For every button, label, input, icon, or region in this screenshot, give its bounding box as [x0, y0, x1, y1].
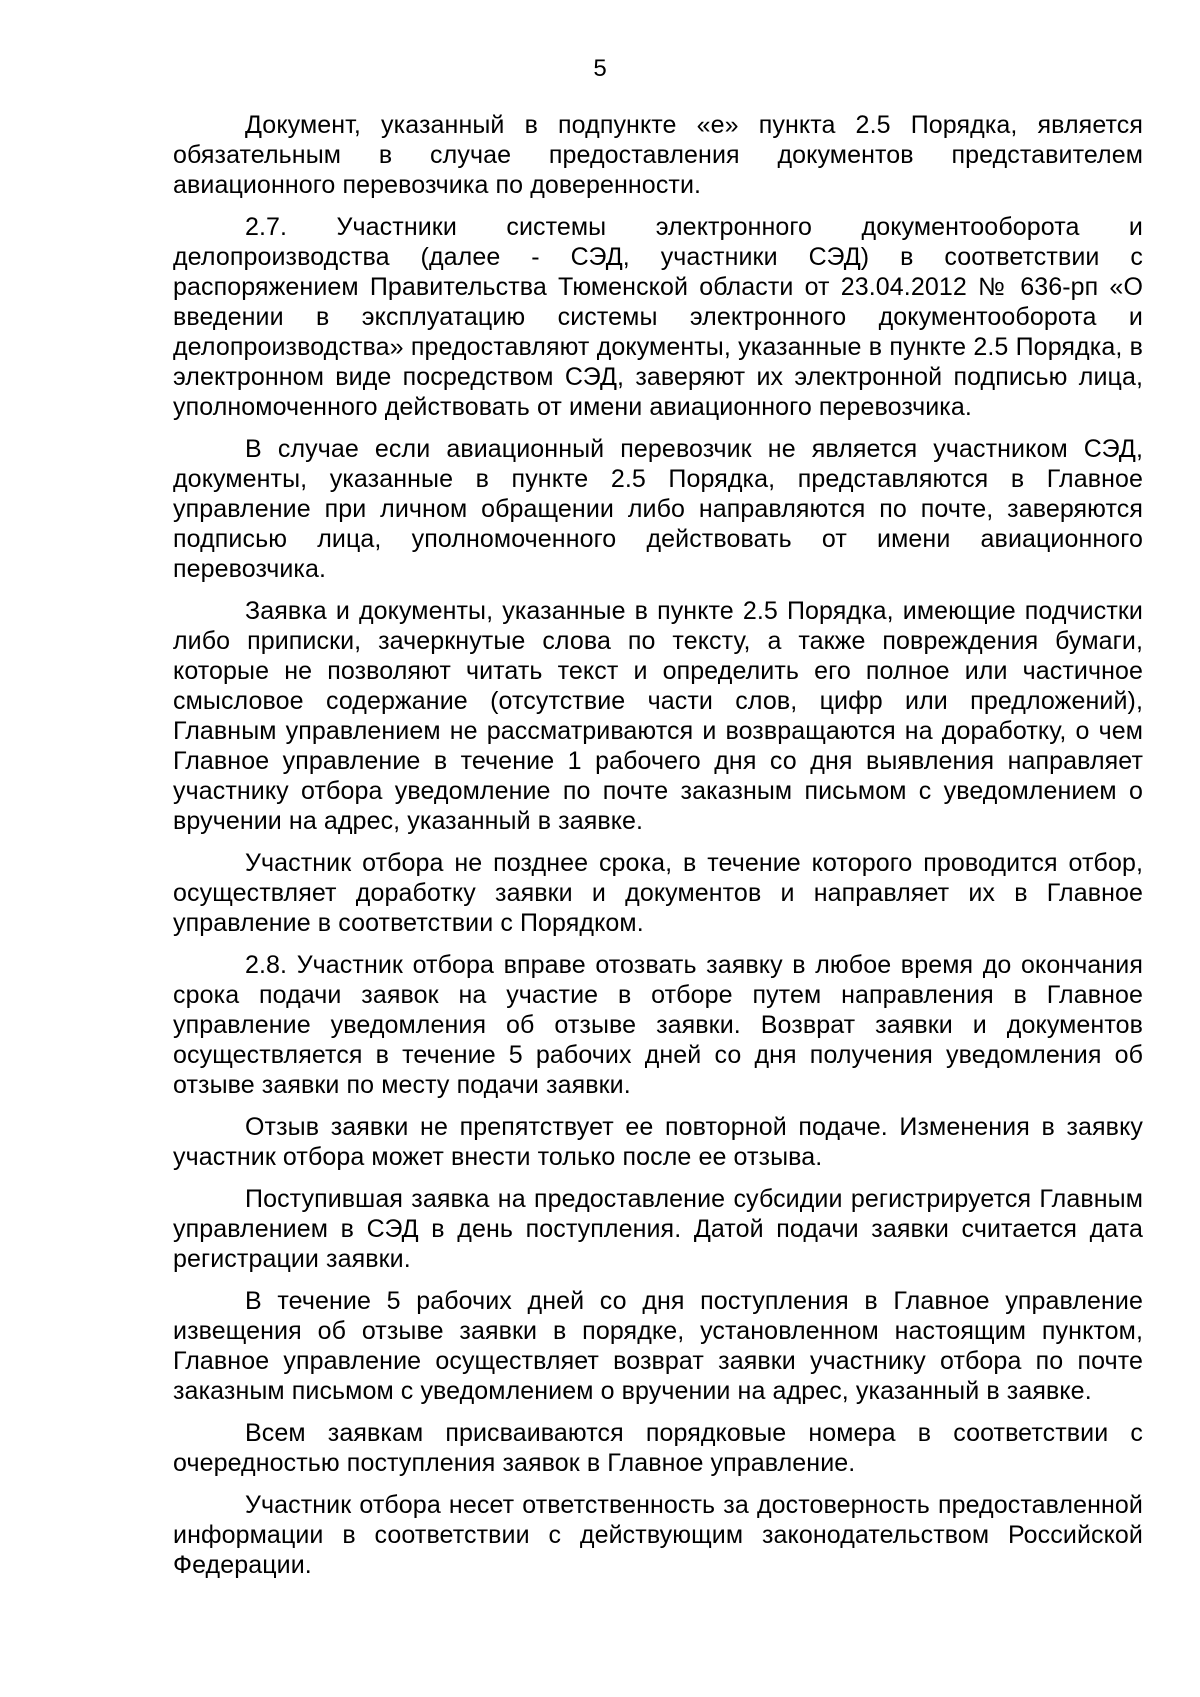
paragraph-return-of-application: В течение 5 рабочих дней со дня поступления в Главное управление извещения об отзыве заявки в порядке, установленном настоящим пунктом, Главное управление осуществляет возврат заявки участнику отбора по почте заказным письмом с уведомлением о вручении на адрес, указанный в заявке. — [173, 1287, 1143, 1405]
document-body — [173, 110, 1143, 1592]
paragraph-2-7-sed-participants: 2.7. Участники системы электронного документооборота и делопроизводства (далее - СЭД, участники СЭД) в соответствии с распоряжением Правительства Тюменской области от 23.04.2012 № 636-рп «О введении в эксплуатацию системы электронного документооборота и делопроизводства» предоставляют документы, указанные в пункте 2.5 Порядка, в электронном виде посредством СЭД, заверяют их электронной подписью лица, уполномоченного действовать от имени авиационного перевозчика. — [173, 213, 1143, 421]
paragraph-numbering: Всем заявкам присваиваются порядковые номера в соответствии с очередностью поступления заявок в Главное управление. — [173, 1419, 1143, 1477]
paragraph-registration: Поступившая заявка на предоставление субсидии регистрируется Главным управлением в СЭД в день поступления. Датой подачи заявки считается дата регистрации заявки. — [173, 1185, 1143, 1273]
paragraph-defective-documents: Заявка и документы, указанные в пункте 2.5 Порядка, имеющие подчистки либо приписки, зачеркнутые слова по тексту, а также повреждения бумаги, которые не позволяют читать текст и определить его полное или частичное смысловое содержание (отсутствие части слов, цифр или предложений), Главным управлением не рассматриваются и возвращаются на доработку, о чем Главное управление в течение 1 рабочего дня со дня выявления направляет участнику отбора уведомление по почте заказным письмом с уведомлением о вручении на адрес, указанный в заявке. — [173, 597, 1143, 835]
paragraph-document-requirement: Документ, указанный в подпункте «е» пункта 2.5 Порядка, является обязательным в случае предоставления документов представителем авиационного перевозчика по доверенности. — [173, 111, 1143, 199]
paragraph-resubmission: Отзыв заявки не препятствует ее повторной подаче. Изменения в заявку участник отбора может внести только после ее отзыва. — [173, 1113, 1143, 1171]
paragraph-non-sed-submission: В случае если авиационный перевозчик не является участником СЭД, документы, указанные в пункте 2.5 Порядка, представляются в Главное управление при личном обращении либо направляются по почте, заверяются подписью лица, уполномоченного действовать от имени авиационного перевозчика. — [173, 435, 1143, 583]
paragraph-responsibility: Участник отбора несет ответственность за достоверность предоставленной информации в соответствии с действующим законодательством Российской Федерации. — [173, 1491, 1143, 1579]
paragraph-rework-deadline: Участник отбора не позднее срока, в течение которого проводится отбор, осуществляет доработку заявки и документов и направляет их в Главное управление в соответствии с Порядком. — [173, 849, 1143, 937]
page-number: 5 — [593, 55, 607, 82]
paragraph-2-8-withdrawal: 2.8. Участник отбора вправе отозвать заявку в любое время до окончания срока подачи заявок на участие в отборе путем направления в Главное управление уведомления об отзыве заявки. Возврат заявки и документов осуществляется в течение 5 рабочих дней со дня получения уведомления об отзыве заявки по месту подачи заявки. — [173, 951, 1143, 1099]
